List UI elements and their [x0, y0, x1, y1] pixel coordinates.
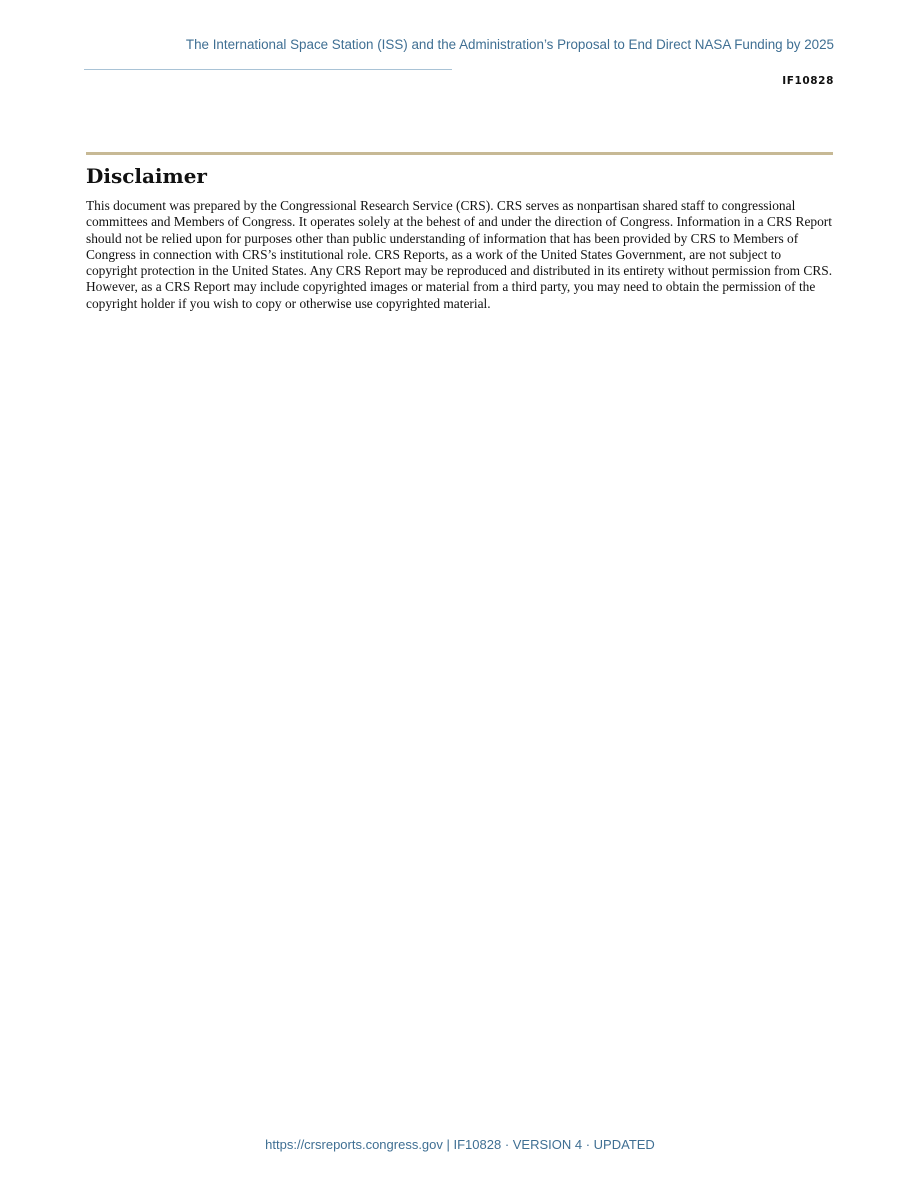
footer-url-link[interactable]: https://crsreports.congress.gov [265, 1137, 443, 1152]
page-footer [0, 1137, 920, 1152]
disclaimer-heading: Disclaimer [86, 164, 207, 188]
disclaimer-body: This document was prepared by the Congressional Research Service (CRS). CRS serves as nonpartisan shared staff to congressional committees and Members of Congress. It operates solely at the behest of and under the direction of Congress. Information in a CRS Report should not be relied upon for purposes other than public understanding of information that has been provided by CRS to Members of Congress in connection with CRS’s institutional role. CRS Reports, as a work of the United States Government, are not subject to copyright protection in the United States. Any CRS Report may be reproduced and distributed in its entirety without permission from CRS. However, as a CRS Report may include copyrighted images or material from a third party, you may need to obtain the permission of the copyright holder if you wish to copy or otherwise use copyrighted material. [86, 198, 833, 311]
header-divider [84, 69, 452, 70]
footer-version-text: | IF10828 · VERSION 4 · UPDATED [442, 1137, 655, 1152]
disclaimer-divider [86, 152, 833, 155]
report-id: IF10828 [782, 75, 834, 87]
running-header-title: The International Space Station (ISS) and the Administration’s Proposal to End Direct NASA Funding by 2025 [185, 37, 834, 52]
